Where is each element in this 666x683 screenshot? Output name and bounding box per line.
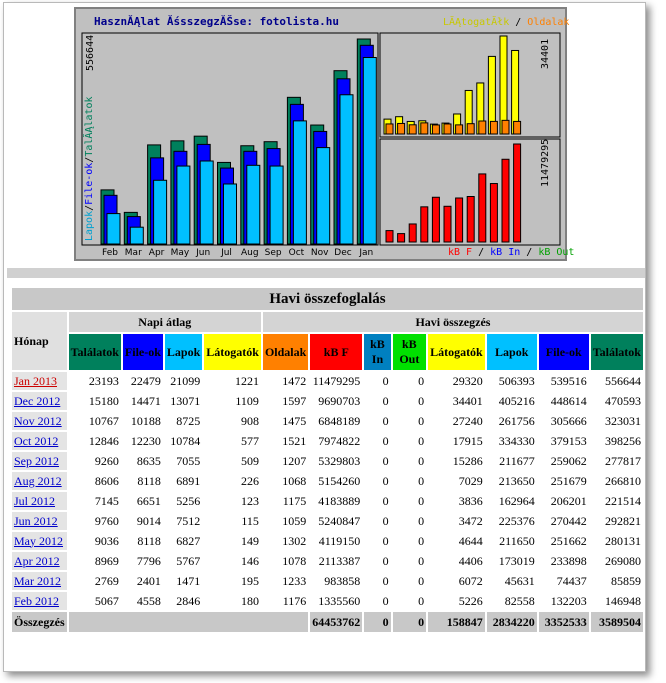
value-cell: 0 (364, 392, 390, 410)
value-cell: 233898 (539, 552, 589, 570)
bar-oldalak (386, 124, 393, 134)
month-cell (12, 532, 67, 550)
value-cell: 4183889 (310, 492, 362, 510)
table-row (12, 452, 643, 470)
bar-kbf (490, 184, 497, 242)
value-cell: 1471 (165, 572, 202, 590)
col-header-daily-hits: Találatok (69, 334, 121, 370)
value-cell: 9260 (69, 452, 121, 470)
total-pages: 2834220 (487, 612, 537, 632)
legend-sep-4: / (84, 204, 95, 211)
value-cell: 5329803 (310, 452, 362, 470)
value-cell: 1233 (263, 572, 308, 590)
value-cell: 12230 (123, 432, 163, 450)
month-cell (12, 432, 67, 450)
kb-legend (448, 247, 574, 258)
value-cell: 8118 (123, 532, 163, 550)
value-cell: 206201 (539, 492, 589, 510)
value-cell: 6827 (165, 532, 202, 550)
col-header-daily-visits: Látogatók (204, 334, 261, 370)
month-label: Sep (264, 248, 282, 258)
bar-oldalak (467, 124, 474, 134)
value-cell: 15180 (69, 392, 121, 410)
value-cell: 280131 (591, 532, 643, 550)
month-link[interactable]: Sep 2012 (14, 453, 59, 468)
value-cell: 4644 (428, 532, 485, 550)
value-cell: 5767 (165, 552, 202, 570)
value-cell: 8606 (69, 472, 121, 490)
value-cell: 1475 (263, 412, 308, 430)
value-cell: 269080 (591, 552, 643, 570)
month-label: Apr (148, 248, 165, 258)
value-cell: 539516 (539, 372, 589, 390)
value-cell: 1176 (263, 592, 308, 610)
value-cell: 149 (204, 532, 261, 550)
bar-kbf (444, 206, 451, 242)
value-cell: 1521 (263, 432, 308, 450)
value-cell: 45631 (487, 572, 537, 590)
value-cell: 5154260 (310, 472, 362, 490)
month-cell (12, 392, 67, 410)
value-cell: 983858 (310, 572, 362, 590)
month-cell (12, 592, 67, 610)
month-cell (12, 412, 67, 430)
value-cell: 14471 (123, 392, 163, 410)
value-cell: 22479 (123, 372, 163, 390)
month-link[interactable]: Oct 2012 (14, 433, 59, 448)
table-row (12, 392, 643, 410)
value-cell: 213650 (487, 472, 537, 490)
separator-bar (7, 268, 645, 278)
legend-sep-1: / (509, 17, 528, 28)
value-cell: 225376 (487, 512, 537, 530)
value-cell: 4406 (428, 552, 485, 570)
value-cell: 470593 (591, 392, 643, 410)
legend-kbf: kB F (448, 247, 473, 258)
value-cell: 2769 (69, 572, 121, 590)
month-link[interactable]: Aug 2012 (14, 473, 62, 488)
usage-graph-canvas (76, 9, 575, 259)
value-cell: 2113387 (310, 552, 362, 570)
month-label: Feb (102, 248, 118, 258)
total-hits: 3589504 (591, 612, 643, 632)
month-cell (12, 492, 67, 510)
value-cell: 0 (364, 532, 390, 550)
total-kbin: 0 (364, 612, 390, 632)
bar-oldalak (398, 123, 405, 134)
table-row (12, 592, 643, 610)
value-cell: 0 (393, 412, 426, 430)
bar-kbf (467, 196, 474, 242)
month-link[interactable]: Jul 2012 (14, 493, 56, 508)
value-cell: 1068 (263, 472, 308, 490)
table-body (12, 372, 643, 610)
monthly-total-header: Havi összegzés (263, 312, 643, 332)
legend-kbin: kB In (490, 247, 521, 258)
value-cell: 0 (364, 372, 390, 390)
value-cell: 3472 (428, 512, 485, 530)
bar-kbf (409, 224, 416, 242)
value-cell: 277817 (591, 452, 643, 470)
month-cell (12, 572, 67, 590)
usage-graph (74, 7, 575, 261)
value-cell: 8969 (69, 552, 121, 570)
table-row (12, 512, 643, 530)
value-cell: 132203 (539, 592, 589, 610)
table-row (12, 412, 643, 430)
legend-oldalak: Oldalak (527, 17, 570, 28)
table-row (12, 432, 643, 450)
month-cell (12, 452, 67, 470)
value-cell: 908 (204, 412, 261, 430)
bar-lapok (317, 148, 330, 244)
value-cell: 1059 (263, 512, 308, 530)
col-header-monthly-files: File-ok (539, 334, 589, 370)
value-cell: 2401 (123, 572, 163, 590)
value-cell: 7029 (428, 472, 485, 490)
value-cell: 1109 (204, 392, 261, 410)
value-cell: 0 (393, 492, 426, 510)
month-label: Nov (310, 248, 329, 258)
hits-max-label: 556644 (85, 34, 96, 71)
total-label: Összegzés (12, 612, 67, 632)
col-header-sites: Oldalak (263, 334, 308, 370)
value-cell: 0 (364, 592, 390, 610)
value-cell: 506393 (487, 372, 537, 390)
value-cell: 1221 (204, 372, 261, 390)
bar-lapok (224, 184, 237, 244)
bar-lapok (293, 121, 306, 244)
bar-lapok (154, 180, 167, 244)
graph-title: HasznĂĄlat ĂśsszegzĂŠse: fotolista.hu (94, 15, 340, 28)
value-cell: 7145 (69, 492, 121, 510)
bar-oldalak (409, 125, 416, 134)
value-cell: 34401 (428, 392, 485, 410)
value-cell: 292821 (591, 512, 643, 530)
value-cell: 221514 (591, 492, 643, 510)
value-cell: 10188 (123, 412, 163, 430)
value-cell: 251679 (539, 472, 589, 490)
month-link[interactable]: May 2012 (14, 533, 63, 548)
value-cell: 5226 (428, 592, 485, 610)
bar-kbf (398, 234, 405, 242)
value-cell: 8725 (165, 412, 202, 430)
value-cell: 146 (204, 552, 261, 570)
value-cell: 15286 (428, 452, 485, 470)
monthly-summary-table (10, 286, 645, 634)
value-cell: 1472 (263, 372, 308, 390)
value-cell: 8635 (123, 452, 163, 470)
value-cell: 0 (393, 572, 426, 590)
col-header-monthly-pages: Lapok (487, 334, 537, 370)
screenshot-frame (3, 2, 646, 672)
month-link[interactable]: Jan 2013 (14, 373, 57, 388)
month-label: Aug (241, 248, 259, 258)
value-cell: 0 (393, 512, 426, 530)
bar-lapok (200, 161, 213, 244)
value-cell: 7055 (165, 452, 202, 470)
month-label: Jul (221, 248, 232, 258)
table-row (12, 532, 643, 550)
month-label: Dec (334, 248, 352, 258)
bar-oldalak (456, 125, 463, 134)
value-cell: 17915 (428, 432, 485, 450)
value-cell: 261756 (487, 412, 537, 430)
bar-oldalak (490, 121, 497, 134)
table-row (12, 572, 643, 590)
value-cell: 6848189 (310, 412, 362, 430)
total-kbf: 64453762 (310, 612, 362, 632)
bar-latogatok (500, 36, 507, 134)
col-header-kbout: kB Out (393, 334, 426, 370)
bar-kbf (432, 197, 439, 242)
value-cell: 29320 (428, 372, 485, 390)
kbf-max-label: 11479295 (540, 138, 551, 187)
value-cell: 0 (364, 472, 390, 490)
total-blank (69, 612, 309, 632)
month-label: Jun (196, 248, 211, 258)
visits-legend (443, 15, 569, 28)
value-cell: 1597 (263, 392, 308, 410)
bar-kbf (421, 207, 428, 242)
legend-sep-5: / (84, 156, 95, 163)
value-cell: 6072 (428, 572, 485, 590)
value-cell: 1302 (263, 532, 308, 550)
total-files: 3352533 (539, 612, 589, 632)
value-cell: 0 (364, 572, 390, 590)
value-cell: 162964 (487, 492, 537, 510)
col-header-daily-pages: Lapok (165, 334, 202, 370)
value-cell: 398256 (591, 432, 643, 450)
value-cell: 0 (393, 432, 426, 450)
value-cell: 74437 (539, 572, 589, 590)
bar-kbf (386, 231, 393, 242)
value-cell: 0 (393, 372, 426, 390)
value-cell: 226 (204, 472, 261, 490)
col-header-daily-files: File-ok (123, 334, 163, 370)
month-cell (12, 512, 67, 530)
month-cell (12, 472, 67, 490)
value-cell: 0 (364, 432, 390, 450)
value-cell: 115 (204, 512, 261, 530)
value-cell: 85859 (591, 572, 643, 590)
value-cell: 180 (204, 592, 261, 610)
value-cell: 0 (393, 552, 426, 570)
value-cell: 509 (204, 452, 261, 470)
visits-max-label: 34401 (540, 38, 551, 69)
value-cell: 0 (364, 452, 390, 470)
value-cell: 259062 (539, 452, 589, 470)
value-cell: 9690703 (310, 392, 362, 410)
value-cell: 8118 (123, 472, 163, 490)
value-cell: 11479295 (310, 372, 362, 390)
month-link[interactable]: Dec 2012 (14, 393, 61, 408)
value-cell: 123 (204, 492, 261, 510)
bar-oldalak (432, 125, 439, 134)
legend-kbout: kB Out (538, 247, 575, 258)
value-cell: 0 (364, 412, 390, 430)
value-cell: 23193 (69, 372, 121, 390)
value-cell: 21099 (165, 372, 202, 390)
month-label: Jan (359, 248, 374, 258)
value-cell: 5240847 (310, 512, 362, 530)
col-header-kbf: kB F (310, 334, 362, 370)
bar-oldalak (444, 124, 451, 134)
bar-lapok (247, 165, 260, 244)
legend-talalatok: TalĂĄlatok (84, 96, 95, 157)
month-link[interactable]: Jun 2012 (14, 513, 58, 528)
value-cell: 1207 (263, 452, 308, 470)
col-header-monthly-hits: Találatok (591, 334, 643, 370)
month-label: May (170, 248, 190, 258)
value-cell: 5256 (165, 492, 202, 510)
value-cell: 7512 (165, 512, 202, 530)
table-row (12, 372, 643, 390)
bar-oldalak (479, 121, 486, 134)
daily-average-header: Napi átlag (69, 312, 261, 332)
table-row (12, 472, 643, 490)
month-link[interactable]: Mar 2012 (14, 573, 61, 588)
legend-sep-2: / (472, 247, 491, 258)
bar-lapok (363, 58, 376, 244)
value-cell: 173019 (487, 552, 537, 570)
value-cell: 3836 (428, 492, 485, 510)
value-cell: 0 (364, 512, 390, 530)
month-labels (102, 248, 373, 258)
value-cell: 9036 (69, 532, 121, 550)
value-cell: 2846 (165, 592, 202, 610)
value-cell: 1078 (263, 552, 308, 570)
bar-kbf (502, 159, 509, 242)
legend-fileok: File-ok (84, 162, 95, 205)
value-cell: 211677 (487, 452, 537, 470)
value-cell: 1175 (263, 492, 308, 510)
value-cell: 323031 (591, 412, 643, 430)
value-cell: 146948 (591, 592, 643, 610)
value-cell: 4558 (123, 592, 163, 610)
value-cell: 13071 (165, 392, 202, 410)
legend-sep-3: / (520, 247, 539, 258)
table-row (12, 492, 643, 510)
value-cell: 9014 (123, 512, 163, 530)
value-cell: 12846 (69, 432, 121, 450)
value-cell: 10767 (69, 412, 121, 430)
value-cell: 0 (364, 552, 390, 570)
value-cell: 448614 (539, 392, 589, 410)
legend-lapok: Lapok (84, 210, 95, 241)
value-cell: 305666 (539, 412, 589, 430)
value-cell: 0 (393, 472, 426, 490)
value-cell: 4119150 (310, 532, 362, 550)
value-cell: 6891 (165, 472, 202, 490)
value-cell: 1335560 (310, 592, 362, 610)
value-cell: 0 (393, 452, 426, 470)
value-cell: 405216 (487, 392, 537, 410)
value-cell: 251662 (539, 532, 589, 550)
bar-lapok (107, 214, 120, 244)
value-cell: 211650 (487, 532, 537, 550)
value-cell: 379153 (539, 432, 589, 450)
value-cell: 334330 (487, 432, 537, 450)
bar-lapok (270, 166, 283, 244)
value-cell: 577 (204, 432, 261, 450)
value-cell: 82558 (487, 592, 537, 610)
value-cell: 270442 (539, 512, 589, 530)
value-cell: 10784 (165, 432, 202, 450)
value-cell: 27240 (428, 412, 485, 430)
total-visits: 158847 (428, 612, 485, 632)
value-cell: 7796 (123, 552, 163, 570)
bar-oldalak (514, 121, 521, 134)
bar-lapok (177, 166, 190, 244)
left-legend (82, 96, 95, 241)
total-kbout: 0 (393, 612, 426, 632)
total-row (12, 612, 643, 632)
col-header-kbin: kB In (364, 334, 390, 370)
month-link[interactable]: Apr 2012 (14, 553, 60, 568)
month-column-header: Hónap (12, 312, 67, 370)
table-title: Havi összefoglalás (12, 288, 643, 310)
col-header-monthly-visits: Látogatók (428, 334, 485, 370)
value-cell: 0 (393, 532, 426, 550)
month-link[interactable]: Feb 2012 (14, 593, 59, 608)
value-cell: 5067 (69, 592, 121, 610)
value-cell: 266810 (591, 472, 643, 490)
month-link[interactable]: Nov 2012 (14, 413, 62, 428)
bar-oldalak (421, 123, 428, 134)
value-cell: 0 (364, 492, 390, 510)
value-cell: 0 (393, 592, 426, 610)
legend-latogatok: LĂĄtogatĂłk (443, 17, 510, 28)
bar-kbf (456, 198, 463, 242)
month-label: Mar (124, 248, 142, 258)
value-cell: 0 (393, 392, 426, 410)
bar-oldalak (502, 120, 509, 134)
value-cell: 7974822 (310, 432, 362, 450)
bar-lapok (340, 95, 353, 244)
value-cell: 6651 (123, 492, 163, 510)
month-label: Oct (288, 248, 305, 258)
month-cell (12, 552, 67, 570)
table-row (12, 552, 643, 570)
value-cell: 556644 (591, 372, 643, 390)
value-cell: 9760 (69, 512, 121, 530)
month-cell (12, 372, 67, 390)
bar-kbf (514, 144, 521, 242)
value-cell: 195 (204, 572, 261, 590)
bar-lapok (130, 227, 143, 244)
bar-kbf (479, 174, 486, 242)
